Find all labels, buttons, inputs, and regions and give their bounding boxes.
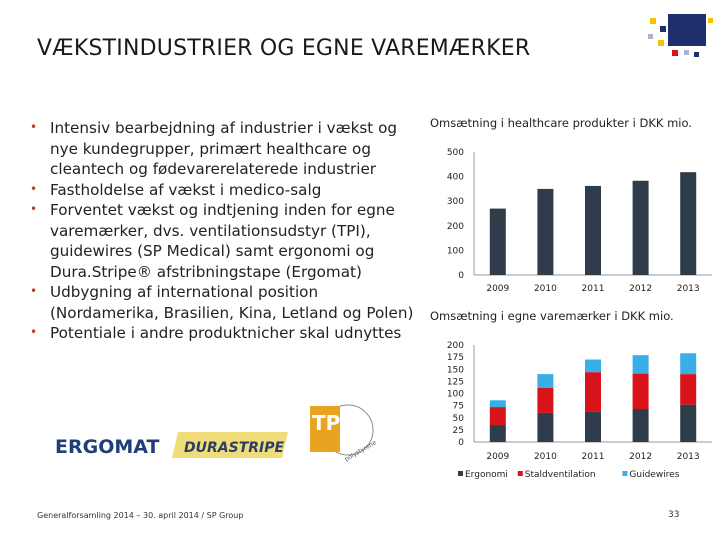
x-tick-label: 2012 [629, 284, 653, 294]
bar-segment [585, 412, 601, 442]
x-tick-label: 2010 [533, 452, 557, 462]
y-tick-label: 175 [446, 353, 464, 364]
svg-text:DURASTRIPE: DURASTRIPE [184, 440, 285, 456]
y-tick-label: 100 [446, 246, 464, 257]
x-tick-label: 2013 [676, 284, 700, 294]
bar [680, 172, 696, 275]
bar [537, 189, 553, 275]
bar-segment [490, 407, 506, 425]
x-tick-label: 2011 [581, 284, 605, 294]
y-tick-label: 200 [446, 341, 464, 351]
y-tick-label: 0 [458, 438, 464, 448]
y-tick-label: 400 [446, 172, 464, 183]
bar [633, 181, 649, 275]
bar-segment [585, 360, 601, 373]
legend-swatch [518, 471, 523, 476]
corner-logo-icon [642, 12, 714, 60]
y-tick-label: 0 [458, 271, 464, 281]
y-tick-label: 75 [452, 401, 464, 412]
x-tick-label: 2010 [533, 284, 557, 294]
bar-segment [680, 405, 696, 442]
bar-segment [490, 425, 506, 442]
durastripe-logo [172, 432, 288, 458]
page-number: 33 [668, 510, 680, 520]
x-tick-label: 2011 [581, 452, 605, 462]
x-tick-label: 2009 [486, 284, 510, 294]
healthcare-revenue-chart [428, 130, 718, 310]
brand-logos [50, 400, 390, 470]
y-tick-label: 125 [446, 377, 464, 388]
legend-label: Staldventilation [524, 470, 596, 480]
y-tick-label: 300 [446, 197, 464, 208]
bar-segment [537, 388, 553, 413]
own-brands-revenue-chart [428, 322, 718, 492]
bar-segment [537, 374, 553, 388]
chart1-title: Omsætning i healthcare produkter i DKK mio. [430, 116, 692, 130]
y-tick-label: 25 [452, 425, 464, 436]
x-tick-label: 2012 [629, 452, 653, 462]
bullet-item: • Udbygning af international position (Nordamerika, Brasilien, Kina, Letland og Polen) [28, 282, 428, 323]
legend-swatch [458, 471, 463, 476]
bar [585, 186, 601, 275]
y-tick-label: 500 [446, 148, 464, 158]
tpi-logo [310, 405, 378, 463]
ergomat-logo: ERGOMAT [55, 436, 160, 458]
bar-segment [633, 409, 649, 442]
bar-segment [490, 400, 506, 407]
bar-segment [680, 353, 696, 374]
x-tick-label: 2009 [486, 452, 510, 462]
bar-segment [633, 355, 649, 373]
y-tick-label: 50 [452, 413, 464, 424]
y-tick-label: 200 [446, 221, 464, 232]
legend-label: Guidewires [629, 470, 680, 480]
slide-title: VÆKSTINDUSTRIER OG EGNE VAREMÆRKER [37, 36, 531, 61]
bullet-list [28, 118, 428, 344]
legend-label: Ergonomi [465, 470, 508, 480]
x-tick-label: 2013 [676, 452, 700, 462]
svg-text:TPI: TPI [312, 411, 348, 435]
svg-text:polystyrene: polystyrene [343, 439, 378, 463]
bar-segment [680, 374, 696, 405]
bar-segment [537, 413, 553, 442]
bar-segment [585, 372, 601, 412]
bullet-item: • Fastholdelse af vækst i medico-salg [28, 180, 428, 201]
legend-swatch [622, 471, 627, 476]
bullet-item: • Intensiv bearbejdning af industrier i vækst og nye kundegrupper, primært healthcare og cleantech og fødevarerelaterede industrier [28, 118, 428, 180]
bullet-item: • Forventet vækst og indtjening inden for egne varemærker, dvs. ventilationsudstyr (TPI), guidewires (SP Medical) samt ergonomi og Dura.Stripe® afstribningstape (Ergomat) [28, 200, 428, 282]
y-tick-label: 150 [446, 365, 464, 376]
bar-segment [633, 374, 649, 409]
bullet-item: • Potentiale i andre produktnicher skal udnyttes [28, 323, 428, 344]
bar [490, 209, 506, 275]
y-tick-label: 100 [446, 389, 464, 400]
chart2-title: Omsætning i egne varemærker i DKK mio. [430, 309, 674, 323]
footer-text: Generalforsamling 2014 – 30. april 2014 / SP Group [37, 511, 244, 520]
